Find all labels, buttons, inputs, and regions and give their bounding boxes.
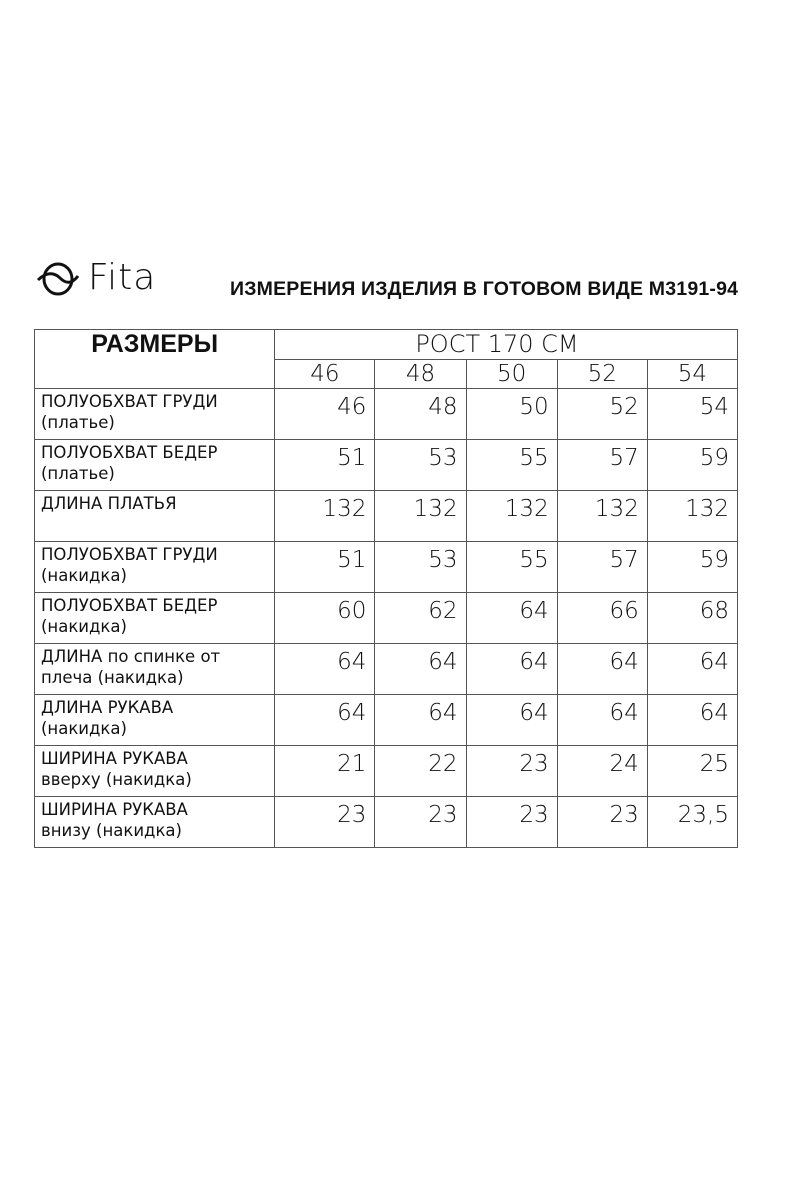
size-header: 46: [275, 359, 375, 389]
measurement-label: [35, 440, 275, 491]
measurement-label: [35, 593, 275, 644]
measurement-label: [35, 389, 275, 440]
measurement-value: 21: [275, 746, 375, 797]
measurement-value: 53: [375, 542, 466, 593]
measurement-label-line1: ПОЛУОБХВАТ ГРУДИ: [41, 545, 218, 564]
measurement-value: 54: [647, 389, 737, 440]
measurement-value: 50: [466, 389, 557, 440]
size-header: 52: [557, 359, 647, 389]
height-header: РОСТ 170 СМ: [275, 330, 738, 360]
table-row: [35, 542, 738, 593]
measurement-label-line1: ШИРИНА РУКАВА: [41, 749, 188, 768]
measurement-value: 132: [375, 491, 466, 542]
measurement-value: 64: [557, 644, 647, 695]
measurement-label-line2: (накидка): [41, 566, 127, 585]
measurement-label-line1: ДЛИНА РУКАВА: [41, 698, 174, 717]
measurement-value: 24: [557, 746, 647, 797]
size-chart-table: [34, 329, 738, 848]
measurement-value: 55: [466, 542, 557, 593]
measurement-value: 51: [275, 542, 375, 593]
table-row: [35, 695, 738, 746]
measurement-value: 64: [375, 695, 466, 746]
measurement-value: 46: [275, 389, 375, 440]
measurement-value: 64: [557, 695, 647, 746]
measurement-value: 23,5: [647, 797, 737, 848]
measurement-value: 25: [647, 746, 737, 797]
measurement-label: [35, 797, 275, 848]
measurement-value: 64: [275, 695, 375, 746]
measurement-label-line1: ШИРИНА РУКАВА: [41, 800, 188, 819]
measurement-value: 68: [647, 593, 737, 644]
measurement-value: 132: [647, 491, 737, 542]
measurement-label-line2: внизу (накидка): [41, 821, 182, 840]
measurement-value: 57: [557, 440, 647, 491]
table-row: [35, 593, 738, 644]
measurement-label-line2: (накидка): [41, 617, 127, 636]
measurement-value: 64: [647, 695, 737, 746]
measurement-label-line1: ДЛИНА ПЛАТЬЯ: [41, 494, 177, 513]
measurement-label-line1: ПОЛУОБХВАТ БЕДЕР: [41, 443, 218, 462]
table-row: [35, 389, 738, 440]
measurement-label-line2: (платье): [41, 464, 115, 483]
measurement-label: [35, 695, 275, 746]
measurement-value: 23: [466, 746, 557, 797]
measurement-value: 60: [275, 593, 375, 644]
measurement-value: 64: [466, 593, 557, 644]
sizes-header: РАЗМЕРЫ: [35, 330, 275, 389]
measurement-value: 53: [375, 440, 466, 491]
size-header: 50: [466, 359, 557, 389]
measurement-label: [35, 491, 275, 542]
measurement-label-line1: ПОЛУОБХВАТ БЕДЕР: [41, 596, 218, 615]
fita-theta-logo-icon: [36, 258, 80, 298]
table-row: [35, 440, 738, 491]
measurement-value: 22: [375, 746, 466, 797]
measurement-label: [35, 542, 275, 593]
measurement-label: [35, 746, 275, 797]
measurement-label-line1: ПОЛУОБХВАТ ГРУДИ: [41, 392, 218, 411]
measurement-value: 64: [466, 644, 557, 695]
table-row: [35, 491, 738, 542]
measurement-label-line2: вверху (накидка): [41, 770, 192, 789]
measurement-label-line2: (накидка): [41, 719, 127, 738]
size-header: 48: [375, 359, 466, 389]
measurement-value: 62: [375, 593, 466, 644]
measurement-value: 52: [557, 389, 647, 440]
measurement-value: 132: [466, 491, 557, 542]
measurement-label: [35, 644, 275, 695]
measurement-value: 23: [275, 797, 375, 848]
header-row-1: [35, 330, 738, 360]
measurement-value: 57: [557, 542, 647, 593]
measurement-value: 64: [647, 644, 737, 695]
size-header: 54: [647, 359, 737, 389]
measurement-label-line2: плеча (накидка): [41, 668, 184, 687]
measurement-value: 23: [375, 797, 466, 848]
table-row: [35, 797, 738, 848]
brand-name: Fita: [88, 257, 157, 298]
measurement-value: 64: [466, 695, 557, 746]
brand-logo: [36, 258, 156, 298]
measurement-value: 59: [647, 542, 737, 593]
measurement-value: 23: [557, 797, 647, 848]
page-title: ИЗМЕРЕНИЯ ИЗДЕЛИЯ В ГОТОВОМ ВИДЕ М3191-94: [230, 278, 739, 300]
measurement-value: 64: [375, 644, 466, 695]
measurement-label-line1: ДЛИНА по спинке от: [41, 647, 221, 666]
measurement-value: 55: [466, 440, 557, 491]
measurement-value: 51: [275, 440, 375, 491]
measurement-value: 132: [557, 491, 647, 542]
measurement-value: 48: [375, 389, 466, 440]
measurement-value: 64: [275, 644, 375, 695]
measurement-value: 23: [466, 797, 557, 848]
measurement-label-line2: (платье): [41, 413, 115, 432]
measurement-value: 66: [557, 593, 647, 644]
table-row: [35, 644, 738, 695]
table-row: [35, 746, 738, 797]
measurement-value: 132: [275, 491, 375, 542]
measurement-value: 59: [647, 440, 737, 491]
